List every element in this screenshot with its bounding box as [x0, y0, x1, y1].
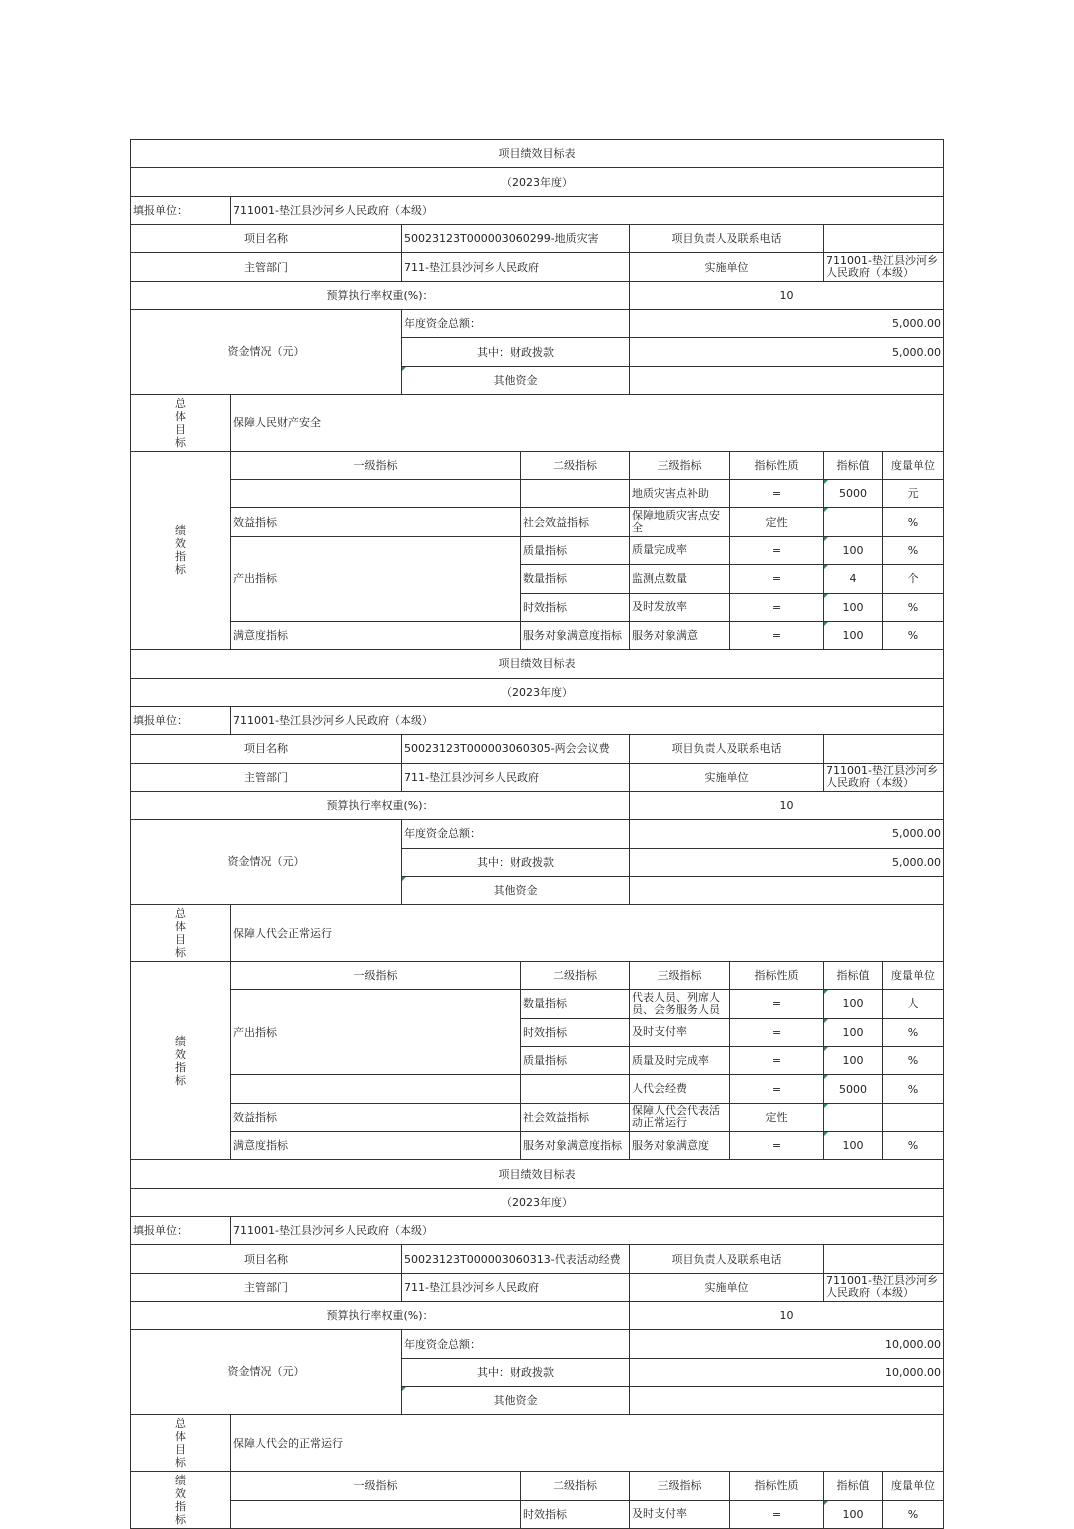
level2-indicator: 数量指标	[521, 565, 630, 593]
impl-label: 实施单位	[630, 1273, 824, 1301]
indicator-nature: =	[730, 1500, 824, 1528]
level1-indicator	[231, 480, 521, 508]
performance-indicators-label: 绩 效 指 标	[131, 451, 231, 649]
indicator-nature: =	[730, 565, 824, 593]
level1-indicator: 产出指标	[231, 990, 521, 1075]
performance-target-sheet	[130, 139, 943, 1529]
fiscal-value: 10,000.00	[630, 1358, 944, 1386]
indicator-header: 指标值	[824, 451, 883, 479]
indicator-header: 二级指标	[521, 961, 630, 989]
level2-indicator: 质量指标	[521, 536, 630, 564]
indicator-value: 100	[824, 593, 883, 621]
performance-indicators-label: 绩 效 指 标	[131, 961, 231, 1159]
measure-unit: %	[883, 621, 944, 649]
level3-indicator: 保障人代会代表活动正常运行	[630, 1103, 730, 1131]
indicator-nature: =	[730, 990, 824, 1018]
level3-indicator: 服务对象满意	[630, 621, 730, 649]
indicator-header: 一级指标	[231, 1472, 521, 1500]
indicator-header: 二级指标	[521, 451, 630, 479]
funds-label: 资金情况（元）	[131, 310, 402, 395]
indicator-header: 指标值	[824, 1472, 883, 1500]
level2-indicator: 社会效益指标	[521, 1103, 630, 1131]
contact-label: 项目负责人及联系电话	[630, 1245, 824, 1273]
measure-unit: %	[883, 593, 944, 621]
table-title: 项目绩效目标表	[131, 650, 944, 678]
indicator-nature: 定性	[730, 508, 824, 536]
annual-total-value: 10,000.00	[630, 1330, 944, 1358]
fiscal-label: 其中：财政拨款	[402, 1358, 630, 1386]
indicator-header: 三级指标	[630, 451, 730, 479]
performance-indicators-label: 绩 效 指 标	[131, 1472, 231, 1529]
measure-unit: 人	[883, 990, 944, 1018]
dept-value: 711-垫江县沙河乡人民政府	[402, 253, 630, 281]
indicator-value: 100	[824, 990, 883, 1018]
unit-label: 填报单位：	[131, 1217, 231, 1245]
indicator-value: 100	[824, 1047, 883, 1075]
overall-goal-label: 总 体 目 标	[131, 1415, 231, 1472]
level1-indicator: 产出指标	[231, 536, 521, 621]
performance-table	[130, 139, 944, 1529]
dept-label: 主管部门	[131, 1273, 402, 1301]
table-title: 项目绩效目标表	[131, 140, 944, 168]
indicator-header: 指标值	[824, 961, 883, 989]
measure-unit: 元	[883, 480, 944, 508]
level3-indicator: 质量完成率	[630, 536, 730, 564]
measure-unit: %	[883, 1075, 944, 1103]
other-funds-label: 其他资金	[402, 1387, 630, 1415]
other-funds-value	[630, 876, 944, 904]
dept-label: 主管部门	[131, 763, 402, 791]
fiscal-label: 其中：财政拨款	[402, 338, 630, 366]
budget-rate-label: 预算执行率权重(%)：	[131, 1302, 630, 1330]
level2-indicator: 时效指标	[521, 1500, 630, 1528]
overall-goal-text: 保障人代会的正常运行	[231, 1415, 944, 1472]
funds-label: 资金情况（元）	[131, 820, 402, 905]
project-name-value: 50023123T000003060299-地质灾害	[402, 225, 630, 253]
impl-label: 实施单位	[630, 253, 824, 281]
level2-indicator: 数量指标	[521, 990, 630, 1018]
overall-goal-text: 保障人代会正常运行	[231, 905, 944, 962]
project-name-value: 50023123T000003060305-两会会议费	[402, 735, 630, 763]
budget-rate-value: 10	[630, 281, 944, 309]
indicator-value: 5000	[824, 1075, 883, 1103]
indicator-nature: =	[730, 593, 824, 621]
level3-indicator: 代表人员、列席人员、会务服务人员	[630, 990, 730, 1018]
contact-label: 项目负责人及联系电话	[630, 735, 824, 763]
dept-label: 主管部门	[131, 253, 402, 281]
annual-total-label: 年度资金总额：	[402, 820, 630, 848]
indicator-header: 三级指标	[630, 961, 730, 989]
level2-indicator: 质量指标	[521, 1047, 630, 1075]
table-year: （2023年度）	[131, 168, 944, 196]
level1-indicator	[231, 1500, 521, 1528]
measure-unit	[883, 1103, 944, 1131]
level2-indicator: 服务对象满意度指标	[521, 1132, 630, 1160]
impl-value: 711001-垫江县沙河乡人民政府（本级）	[824, 763, 944, 791]
measure-unit: 个	[883, 565, 944, 593]
budget-rate-label: 预算执行率权重(%)：	[131, 791, 630, 819]
unit-label: 填报单位：	[131, 196, 231, 224]
indicator-value: 4	[824, 565, 883, 593]
indicator-value	[824, 508, 883, 536]
level3-indicator: 及时支付率	[630, 1500, 730, 1528]
indicator-nature: =	[730, 621, 824, 649]
level3-indicator: 及时发放率	[630, 593, 730, 621]
level2-indicator: 时效指标	[521, 593, 630, 621]
unit-value: 711001-垫江县沙河乡人民政府（本级）	[231, 706, 944, 734]
overall-goal-label: 总 体 目 标	[131, 395, 231, 452]
indicator-header: 一级指标	[231, 961, 521, 989]
budget-rate-label: 预算执行率权重(%)：	[131, 281, 630, 309]
indicator-header: 度量单位	[883, 1472, 944, 1500]
overall-goal-text: 保障人民财产安全	[231, 395, 944, 452]
indicator-header: 度量单位	[883, 961, 944, 989]
fiscal-label: 其中：财政拨款	[402, 848, 630, 876]
level1-indicator: 效益指标	[231, 1103, 521, 1131]
indicator-nature: =	[730, 536, 824, 564]
indicator-value: 100	[824, 1018, 883, 1046]
unit-value: 711001-垫江县沙河乡人民政府（本级）	[231, 196, 944, 224]
funds-label: 资金情况（元）	[131, 1330, 402, 1415]
impl-value: 711001-垫江县沙河乡人民政府（本级）	[824, 253, 944, 281]
dept-value: 711-垫江县沙河乡人民政府	[402, 1273, 630, 1301]
table-year: （2023年度）	[131, 678, 944, 706]
level2-indicator	[521, 1075, 630, 1103]
table-year: （2023年度）	[131, 1188, 944, 1216]
measure-unit: %	[883, 1047, 944, 1075]
indicator-header: 二级指标	[521, 1472, 630, 1500]
measure-unit: %	[883, 1500, 944, 1528]
project-name-label: 项目名称	[131, 225, 402, 253]
fiscal-value: 5,000.00	[630, 848, 944, 876]
level3-indicator: 人代会经费	[630, 1075, 730, 1103]
indicator-nature: =	[730, 480, 824, 508]
indicator-header: 指标性质	[730, 451, 824, 479]
dept-value: 711-垫江县沙河乡人民政府	[402, 763, 630, 791]
measure-unit: %	[883, 1132, 944, 1160]
contact-value	[824, 1245, 944, 1273]
indicator-value: 100	[824, 621, 883, 649]
level1-indicator: 满意度指标	[231, 621, 521, 649]
measure-unit: %	[883, 508, 944, 536]
indicator-header: 一级指标	[231, 451, 521, 479]
contact-value	[824, 225, 944, 253]
unit-label: 填报单位：	[131, 706, 231, 734]
annual-total-value: 5,000.00	[630, 310, 944, 338]
level1-indicator: 满意度指标	[231, 1132, 521, 1160]
budget-rate-value: 10	[630, 1302, 944, 1330]
indicator-value	[824, 1103, 883, 1131]
project-name-value: 50023123T000003060313-代表活动经费	[402, 1245, 630, 1273]
level2-indicator: 社会效益指标	[521, 508, 630, 536]
indicator-nature: =	[730, 1075, 824, 1103]
project-name-label: 项目名称	[131, 735, 402, 763]
table-title: 项目绩效目标表	[131, 1160, 944, 1188]
level3-indicator: 及时支付率	[630, 1018, 730, 1046]
level3-indicator: 保障地质灾害点安全	[630, 508, 730, 536]
level1-indicator: 效益指标	[231, 508, 521, 536]
impl-value: 711001-垫江县沙河乡人民政府（本级）	[824, 1273, 944, 1301]
indicator-header: 三级指标	[630, 1472, 730, 1500]
indicator-nature: =	[730, 1018, 824, 1046]
contact-value	[824, 735, 944, 763]
indicator-value: 5000	[824, 480, 883, 508]
other-funds-label: 其他资金	[402, 876, 630, 904]
level1-indicator	[231, 1075, 521, 1103]
level3-indicator: 监测点数量	[630, 565, 730, 593]
indicator-value: 100	[824, 1500, 883, 1528]
annual-total-label: 年度资金总额：	[402, 1330, 630, 1358]
overall-goal-label: 总 体 目 标	[131, 905, 231, 962]
contact-label: 项目负责人及联系电话	[630, 225, 824, 253]
annual-total-value: 5,000.00	[630, 820, 944, 848]
indicator-nature: 定性	[730, 1103, 824, 1131]
level2-indicator: 时效指标	[521, 1018, 630, 1046]
fiscal-value: 5,000.00	[630, 338, 944, 366]
annual-total-label: 年度资金总额：	[402, 310, 630, 338]
measure-unit: %	[883, 1018, 944, 1046]
indicator-value: 100	[824, 1132, 883, 1160]
level2-indicator	[521, 480, 630, 508]
indicator-value: 100	[824, 536, 883, 564]
level3-indicator: 服务对象满意度	[630, 1132, 730, 1160]
project-name-label: 项目名称	[131, 1245, 402, 1273]
level2-indicator: 服务对象满意度指标	[521, 621, 630, 649]
indicator-header: 指标性质	[730, 1472, 824, 1500]
measure-unit: %	[883, 536, 944, 564]
impl-label: 实施单位	[630, 763, 824, 791]
indicator-nature: =	[730, 1047, 824, 1075]
indicator-header: 度量单位	[883, 451, 944, 479]
budget-rate-value: 10	[630, 791, 944, 819]
other-funds-value	[630, 1387, 944, 1415]
level3-indicator: 质量及时完成率	[630, 1047, 730, 1075]
other-funds-label: 其他资金	[402, 366, 630, 394]
indicator-header: 指标性质	[730, 961, 824, 989]
unit-value: 711001-垫江县沙河乡人民政府（本级）	[231, 1217, 944, 1245]
level3-indicator: 地质灾害点补助	[630, 480, 730, 508]
indicator-nature: =	[730, 1132, 824, 1160]
other-funds-value	[630, 366, 944, 394]
